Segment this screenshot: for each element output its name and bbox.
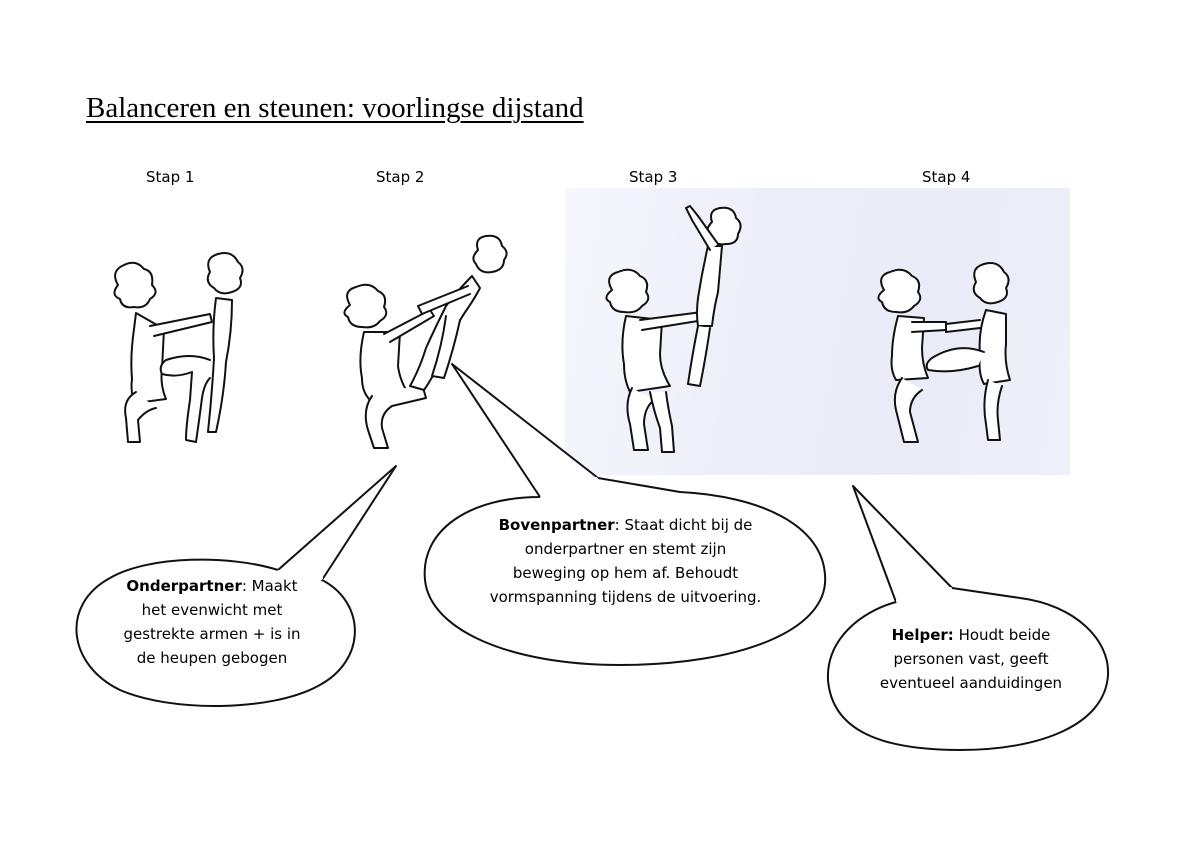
step-1-label: Stap 1	[146, 168, 195, 186]
step-2-label: Stap 2	[376, 168, 425, 186]
step-2-illustration	[344, 236, 506, 448]
bovenpartner-description: : Staat dicht bij de onderpartner en stemt zijn beweging op hem af. Behoudt vormspanning tijdens de uitvoering.	[489, 516, 762, 606]
helper-speech-bubble	[828, 486, 1108, 750]
page-title: Balanceren en steunen: voorlingse dijstand	[86, 92, 584, 124]
step-1-illustration	[114, 253, 242, 442]
bovenpartner-term: Bovenpartner	[498, 516, 615, 534]
bovenpartner-callout-text	[488, 513, 763, 609]
onderpartner-description: : Maakt het evenwicht met gestrekte armen + is in de heupen gebogen	[123, 577, 301, 667]
helper-term: Helper:	[891, 626, 954, 644]
onderpartner-term: Onderpartner	[126, 577, 242, 595]
step-4-label: Stap 4	[922, 168, 971, 186]
helper-callout-text	[876, 623, 1066, 695]
onderpartner-callout-text	[112, 574, 312, 670]
step-4-illustration	[878, 263, 1010, 442]
step-3-illustration	[606, 206, 740, 452]
helper-description: Houdt beide personen vast, geeft eventueel aanduidingen	[879, 626, 1063, 692]
step-3-label: Stap 3	[629, 168, 678, 186]
